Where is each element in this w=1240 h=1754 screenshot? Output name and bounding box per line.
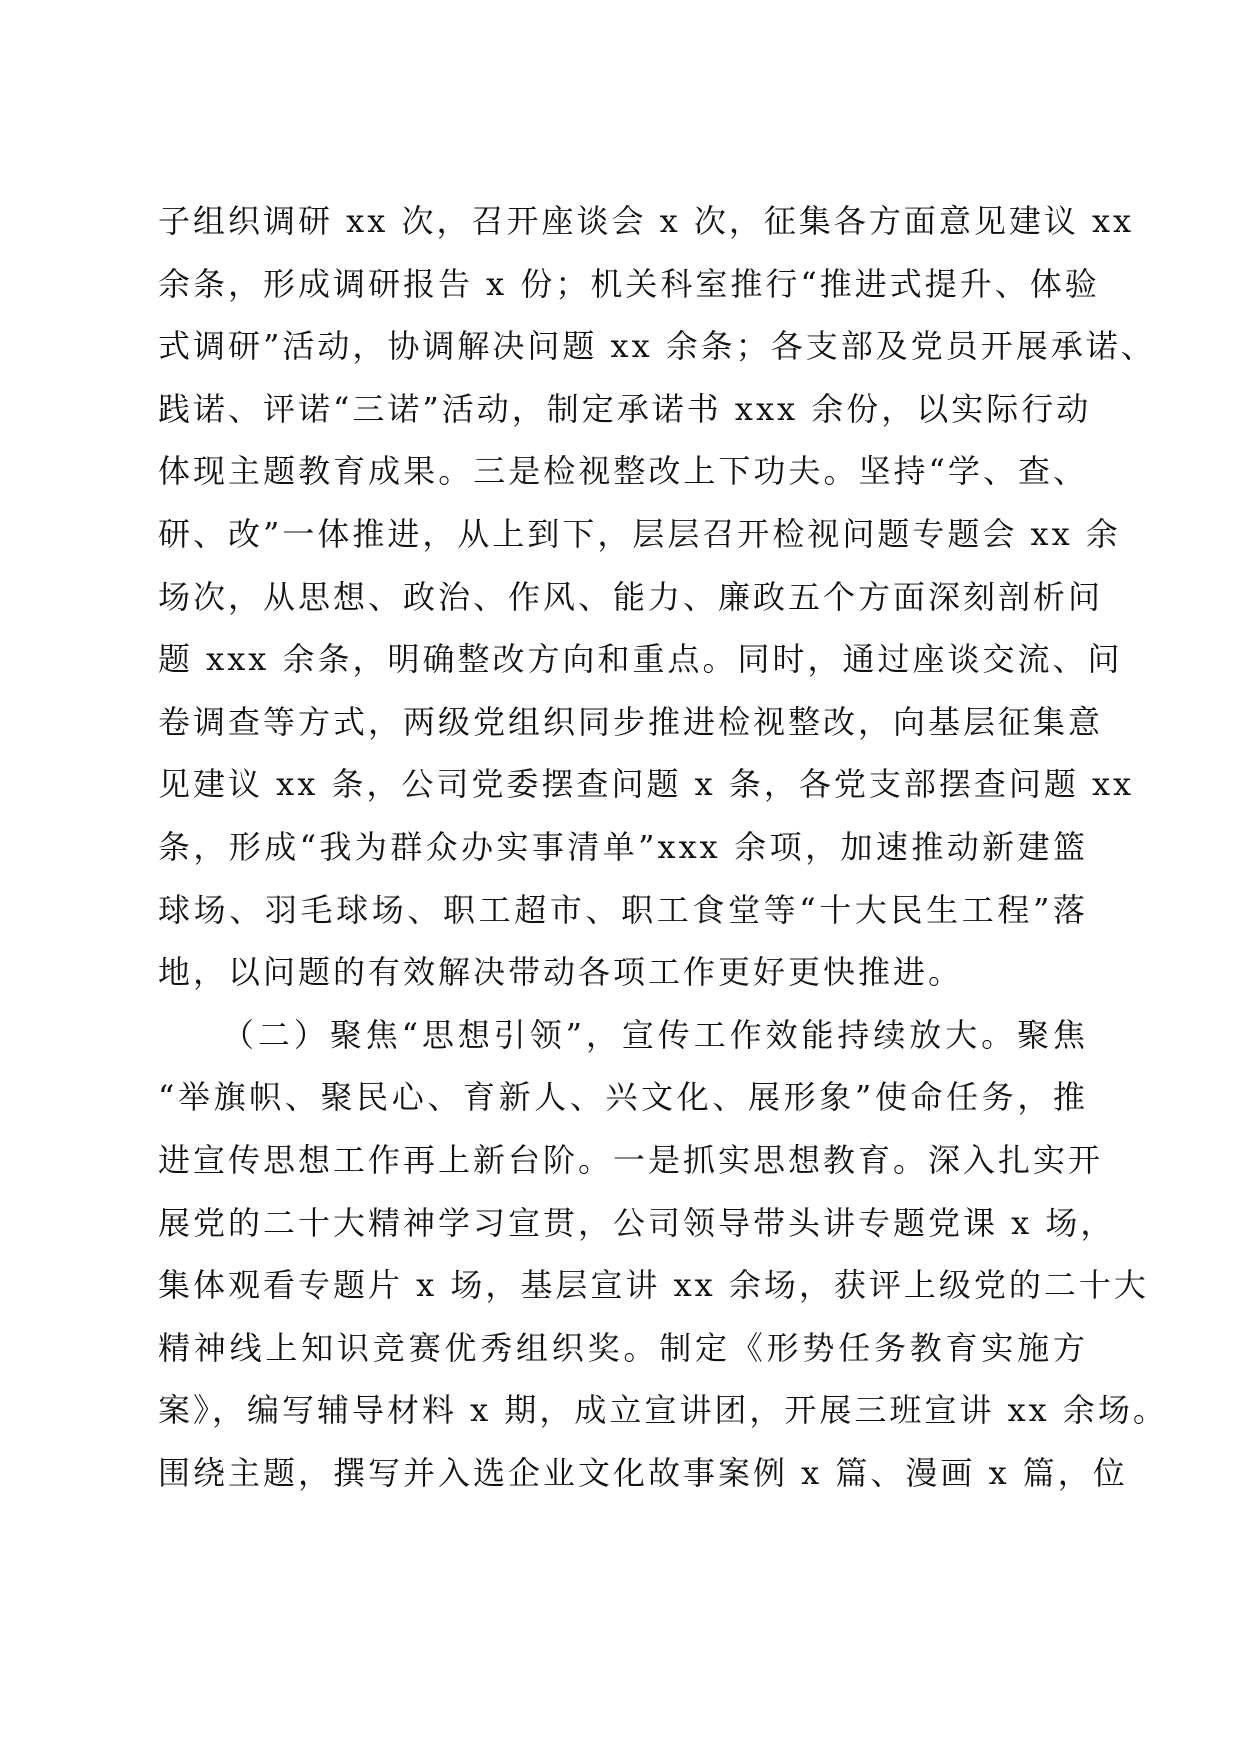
text-line: 场次，从思想、政治、作风、能力、廉政五个方面深刻剖析问: [158, 577, 1104, 616]
text-line: 围绕主题，撰写并入选企业文化故事案例 x 篇、漫画 x 篇，位: [158, 1453, 1128, 1492]
text-line: 展党的二十大精神学习宣贯，公司领导带头讲专题党课 x 场，: [158, 1203, 1116, 1242]
text-line: 见建议 xx 条，公司党委摆查问题 x 条，各党支部摆查问题 xx: [158, 765, 1135, 804]
body-text: [158, 190, 1168, 1504]
text-line: 条，形成“我为群众办实事清单”xxx 余项，加速推动新建篮: [158, 827, 1088, 866]
text-line: 集体观看专题片 x 场，基层宣讲 xx 余场，获评上级党的二十大: [158, 1266, 1149, 1305]
text-line: 卷调查等方式，两级党组织同步推进检视整改，向基层征集意: [158, 702, 1104, 741]
text-line: 地，以问题的有效解决带动各项工作更好更快推进。: [158, 953, 964, 992]
text-line: 余条，形成调研报告 x 份；机关科室推行“推进式提升、体验: [158, 264, 1100, 303]
text-line: 球场、羽毛球场、职工超市、职工食堂等“十大民生工程”落: [158, 890, 1088, 929]
section-heading-line: （二）聚焦“思想引领”，宣传工作效能持续放大。聚焦: [222, 1015, 1088, 1054]
text-line: 式调研”活动，协调解决问题 xx 余条；各支部及党员开展承诺、: [158, 327, 1156, 366]
text-line: 进宣传思想工作再上新台阶。一是抓实思想教育。深入扎实开: [158, 1140, 1104, 1179]
text-line: 践诺、评诺“三诺”活动，制定承诺书 xxx 余份，以实际行动: [158, 389, 1092, 428]
text-line: 案》，编写辅导材料 x 期，成立宣讲团，开展三班宣讲 xx 余场。: [158, 1391, 1168, 1430]
text-line: 精神线上知识竞赛优秀组织奖。制定《形势任务教育实施方: [158, 1328, 1088, 1367]
text-line: 子组织调研 xx 次，召开座谈会 x 次，征集各方面意见建议 xx: [158, 202, 1135, 240]
text-line: 题 xxx 余条，明确整改方向和重点。同时，通过座谈交流、问: [158, 640, 1123, 679]
text-line: 体现主题教育成果。三是检视整改上下功夫。坚持“学、查、: [158, 452, 1088, 491]
text-line: 研、改”一体推进，从上到下，层层召开检视问题专题会 xx 余: [158, 514, 1121, 553]
text-line: “举旗帜、聚民心、育新人、兴文化、展形象”使命任务，推: [158, 1078, 1088, 1117]
